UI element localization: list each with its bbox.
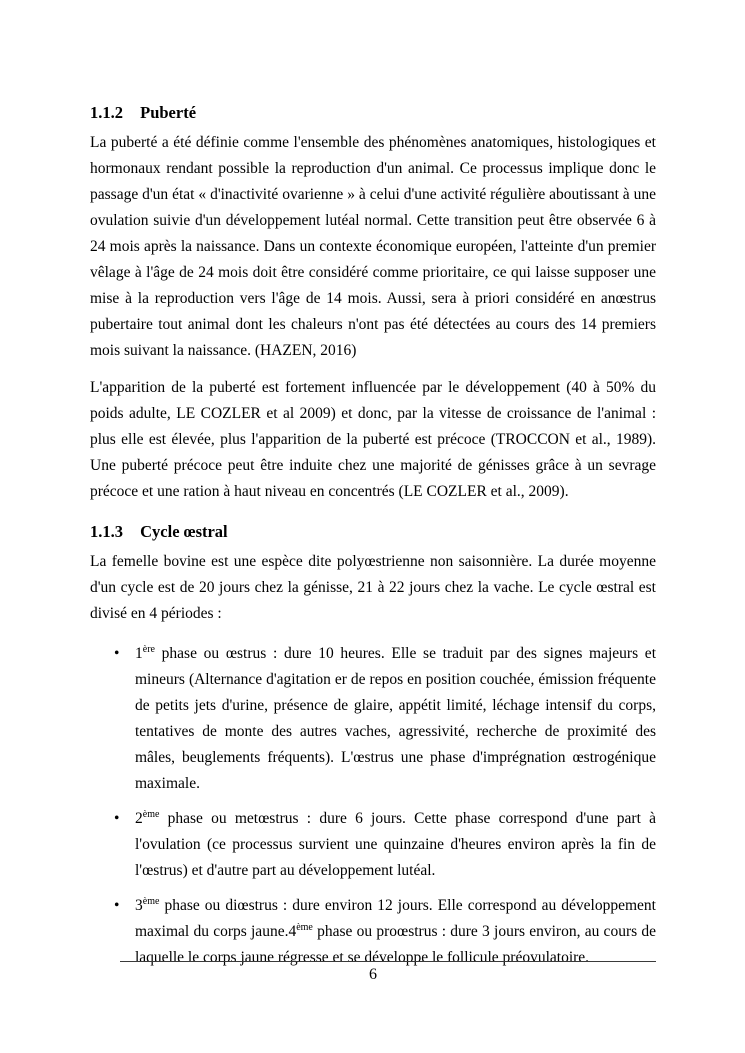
- footer-divider: [120, 961, 656, 962]
- phase-bullet-list: [90, 641, 656, 971]
- paragraph-puberte-2: L'apparition de la puberté est fortement influencée par le développement (40 à 50% du poids adulte, LE COZLER et al 2009) et donc, par la vitesse de croissance de l'animal : plus elle est élevée, plus l'apparition de la puberté est précoce (TROCCON et al., 1989). Une puberté précoce peut être induite chez une majorité de génisses grâce à un sevrage précoce et une ration à haut niveau en concentrés (LE COZLER et al., 2009).: [90, 379, 656, 500]
- heading-number: 1.1.2: [90, 103, 123, 122]
- list-item-phase-3: • 3ème phase ou diœstrus : dure environ 12 jours. Elle correspond au développement maximal du corps jaune.4ème phase ou proœstrus : dure 3 jours environ, au cours de laquelle le corps jaune régresse et se développe le follicule préovulatoire.: [135, 893, 656, 971]
- heading-title: Puberté: [140, 103, 197, 122]
- list-item-phase-2: • 2ème phase ou metœstrus : dure 6 jours. Cette phase correspond d'une part à l'ovulation (ce processus survient une quinzaine d'heures environ après la fin de l'œstrus) et d'autre part au développement lutéal.: [135, 806, 656, 884]
- heading-title: Cycle œstral: [140, 522, 228, 541]
- paragraph-puberte-1: La puberté a été définie comme l'ensemble des phénomènes anatomiques, histologiques et hormonaux rendant possible la reproduction d'un animal. Ce processus implique donc le passage d'un état « d'inactivité ovarienne » à celui d'une activité régulière aboutissant à une ovulation suivie d'un développement lutéal normal. Cette transition peut être observée 6 à 24 mois après la naissance. Dans un contexte économique européen, l'atteinte d'un premier vêlage à l'âge de 24 mois doit être considéré comme prioritaire, ce qui laisse supposer une mise à la reproduction vers l'âge de 14 mois. Aussi, sera à priori considéré en anœstrus pubertaire tout animal dont les chaleurs n'ont pas été détectées au cours des 14 premiers mois suivant la naissance. (HAZEN, 2016): [90, 134, 656, 359]
- page-number: 6: [369, 966, 377, 983]
- page-content: [90, 103, 656, 980]
- list-item-phase-1: • 1ère phase ou œstrus : dure 10 heures. Elle se traduit par des signes majeurs et mineurs (Alternance d'agitation er de repos en position couchée, émission fréquente de petits jets d'urine, présence de glaire, appétit limité, léchage intensif du corps, tentatives de monte des autres vaches, agressivité, recherche de proximité des mâles, beuglements fréquents). L'œstrus une phase d'imprégnation œstrogénique maximale.: [135, 641, 656, 797]
- page-footer: [90, 961, 656, 984]
- paragraph-cycle-intro: La femelle bovine est une espèce dite polyœstrienne non saisonnière. La durée moyenne d'un cycle est de 20 jours chez la génisse, 21 à 22 jours chez la vache. Le cycle œstral est divisé en 4 périodes :: [90, 553, 656, 622]
- section-heading-puberte: [90, 103, 656, 123]
- heading-number: 1.1.3: [90, 522, 123, 541]
- section-heading-cycle-oestral: [90, 522, 656, 542]
